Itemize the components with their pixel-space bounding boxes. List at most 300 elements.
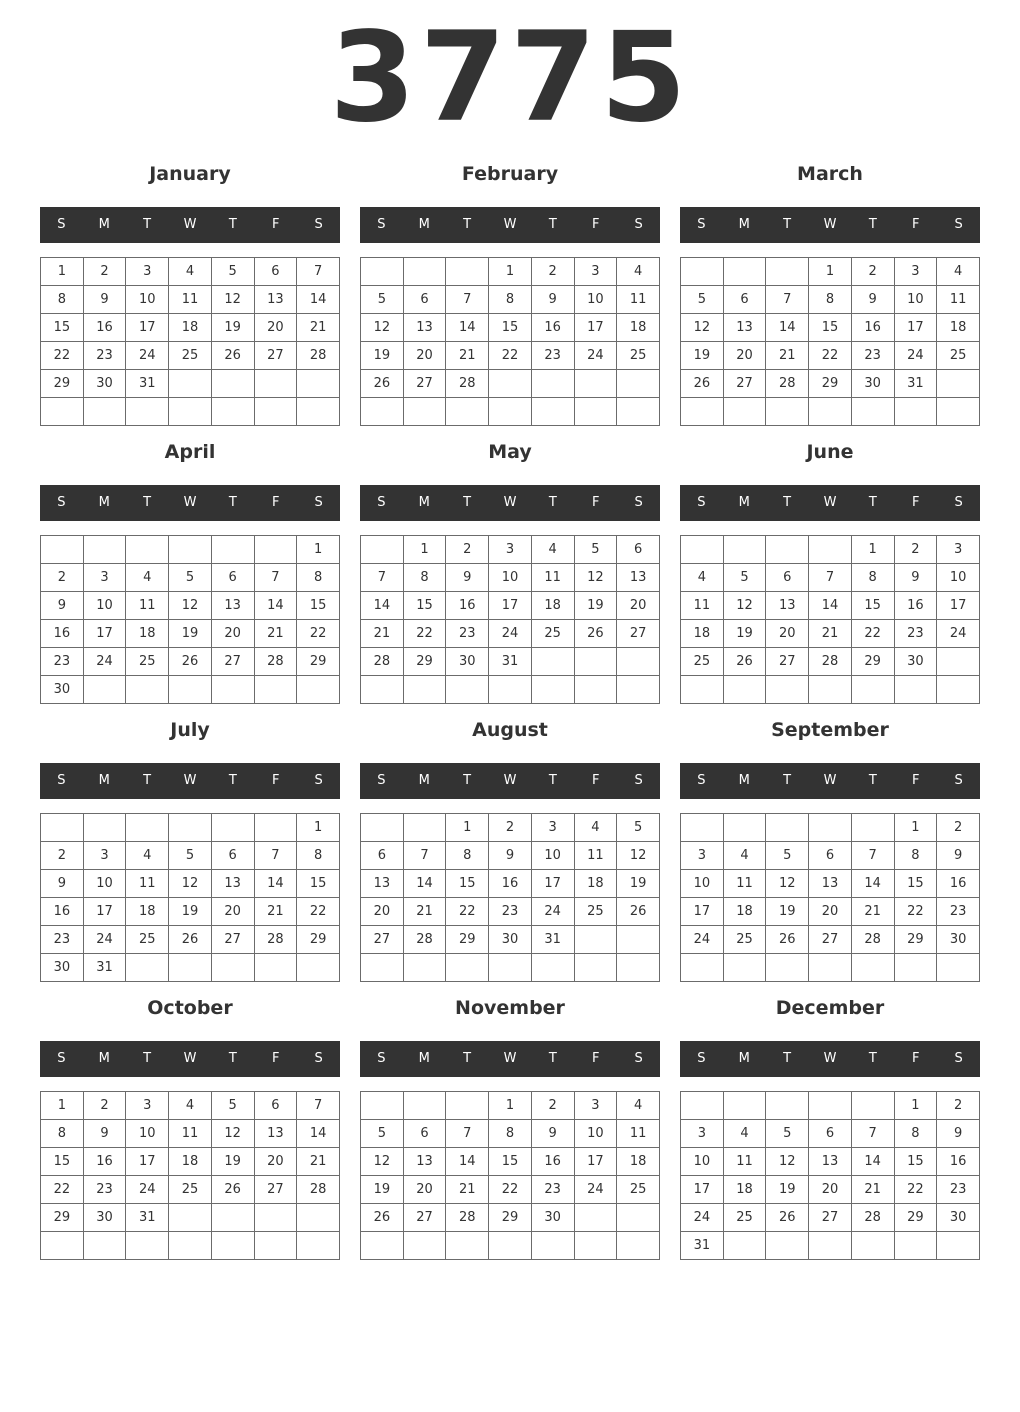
day-cell: 26 <box>574 620 617 648</box>
day-cell: 23 <box>851 342 894 370</box>
month-name: December <box>775 997 885 1019</box>
day-cell: 13 <box>254 286 297 314</box>
day-cell: 9 <box>531 1120 574 1148</box>
day-cell: 23 <box>937 1176 980 1204</box>
day-cell: 4 <box>681 564 724 592</box>
day-cell: 17 <box>681 898 724 926</box>
day-cell <box>851 676 894 704</box>
day-cell: 20 <box>766 620 809 648</box>
week-row <box>681 648 980 676</box>
day-cell <box>937 954 980 982</box>
day-cell: 20 <box>361 898 404 926</box>
day-cell: 11 <box>681 592 724 620</box>
day-cell: 6 <box>254 258 297 286</box>
day-cell <box>723 398 766 426</box>
day-cell <box>254 1204 297 1232</box>
day-cell <box>446 954 489 982</box>
day-cell <box>297 1232 340 1260</box>
day-cell <box>766 1092 809 1120</box>
day-cell: 26 <box>617 898 660 926</box>
day-cell: 18 <box>681 620 724 648</box>
day-cell: 17 <box>894 314 937 342</box>
day-cell: 10 <box>126 1120 169 1148</box>
week-row <box>681 676 980 704</box>
day-cell <box>617 926 660 954</box>
weekday-header <box>360 485 660 521</box>
day-cell <box>723 258 766 286</box>
day-cell: 8 <box>403 564 446 592</box>
day-cell: 28 <box>254 648 297 676</box>
weekday-label: S <box>634 1051 643 1066</box>
weekday-label: F <box>271 495 280 510</box>
day-cell: 4 <box>723 1120 766 1148</box>
weekday-label: T <box>868 217 877 232</box>
week-row <box>41 258 340 286</box>
day-cell: 13 <box>361 870 404 898</box>
day-cell: 2 <box>937 1092 980 1120</box>
month-name: November <box>455 997 565 1019</box>
day-cell: 27 <box>211 648 254 676</box>
day-cell: 17 <box>531 870 574 898</box>
weekday-label: S <box>954 1051 963 1066</box>
weekday-label: M <box>98 773 110 788</box>
day-cell <box>574 1204 617 1232</box>
day-cell: 29 <box>297 648 340 676</box>
day-cell: 30 <box>83 1204 126 1232</box>
week-row <box>681 1148 980 1176</box>
day-cell: 12 <box>766 1148 809 1176</box>
day-cell: 23 <box>83 1176 126 1204</box>
day-cell: 25 <box>617 1176 660 1204</box>
month-name: August <box>472 719 548 741</box>
day-cell <box>446 1092 489 1120</box>
day-cell: 1 <box>41 1092 84 1120</box>
day-grid <box>680 1091 980 1260</box>
week-row <box>681 1176 980 1204</box>
day-cell: 10 <box>681 870 724 898</box>
day-cell <box>41 1232 84 1260</box>
day-cell <box>681 1092 724 1120</box>
day-cell: 20 <box>403 342 446 370</box>
day-cell: 22 <box>41 342 84 370</box>
day-cell: 28 <box>361 648 404 676</box>
day-cell: 30 <box>937 1204 980 1232</box>
week-row <box>41 648 340 676</box>
week-row <box>681 1232 980 1260</box>
day-cell: 19 <box>723 620 766 648</box>
weekday-header <box>40 485 340 521</box>
day-cell <box>531 398 574 426</box>
day-cell: 2 <box>446 536 489 564</box>
day-cell <box>809 1092 852 1120</box>
day-cell <box>937 370 980 398</box>
weekday-label: S <box>634 495 643 510</box>
day-cell <box>403 258 446 286</box>
day-cell: 8 <box>894 1120 937 1148</box>
weekday-label: W <box>503 773 517 788</box>
weekday-label: S <box>697 773 706 788</box>
day-cell: 20 <box>723 342 766 370</box>
day-cell: 13 <box>766 592 809 620</box>
day-cell: 7 <box>446 1120 489 1148</box>
week-row <box>361 954 660 982</box>
day-cell <box>531 370 574 398</box>
day-cell <box>446 398 489 426</box>
day-cell: 19 <box>169 898 212 926</box>
day-cell: 17 <box>126 1148 169 1176</box>
weekday-label: S <box>954 773 963 788</box>
day-cell: 12 <box>169 870 212 898</box>
day-cell: 6 <box>361 842 404 870</box>
day-cell: 3 <box>83 564 126 592</box>
day-cell: 3 <box>894 258 937 286</box>
day-cell: 10 <box>937 564 980 592</box>
day-cell: 21 <box>297 1148 340 1176</box>
day-cell: 22 <box>489 1176 532 1204</box>
weekday-label: W <box>503 217 517 232</box>
day-cell: 23 <box>41 648 84 676</box>
day-cell: 27 <box>254 342 297 370</box>
day-cell: 24 <box>681 926 724 954</box>
day-cell: 27 <box>361 926 404 954</box>
day-cell: 10 <box>489 564 532 592</box>
week-row <box>41 814 340 842</box>
weekday-label: S <box>314 217 323 232</box>
day-cell: 27 <box>809 926 852 954</box>
day-cell <box>531 648 574 676</box>
day-cell: 5 <box>211 1092 254 1120</box>
day-cell: 16 <box>41 898 84 926</box>
day-grid <box>680 813 980 982</box>
day-cell <box>489 370 532 398</box>
day-cell: 15 <box>809 314 852 342</box>
week-row <box>41 926 340 954</box>
weekday-label: T <box>783 1051 792 1066</box>
day-cell <box>211 676 254 704</box>
week-row <box>361 648 660 676</box>
day-cell: 9 <box>894 564 937 592</box>
day-cell: 17 <box>489 592 532 620</box>
day-cell <box>126 676 169 704</box>
weekday-header <box>680 485 980 521</box>
week-row <box>41 342 340 370</box>
day-cell: 8 <box>297 564 340 592</box>
day-cell: 12 <box>211 1120 254 1148</box>
day-cell: 13 <box>254 1120 297 1148</box>
day-cell: 22 <box>489 342 532 370</box>
day-cell: 25 <box>937 342 980 370</box>
day-cell: 4 <box>617 258 660 286</box>
day-cell: 29 <box>446 926 489 954</box>
day-cell <box>937 676 980 704</box>
weekday-label: S <box>314 773 323 788</box>
day-cell: 16 <box>937 870 980 898</box>
weekday-label: T <box>463 1051 472 1066</box>
day-cell: 13 <box>809 1148 852 1176</box>
day-cell: 27 <box>723 370 766 398</box>
day-cell <box>766 954 809 982</box>
day-cell: 30 <box>851 370 894 398</box>
day-cell: 11 <box>617 1120 660 1148</box>
month-name: February <box>461 163 559 185</box>
day-cell: 16 <box>531 314 574 342</box>
day-cell: 24 <box>574 1176 617 1204</box>
day-cell: 9 <box>489 842 532 870</box>
weekday-label: M <box>738 217 750 232</box>
week-row <box>41 676 340 704</box>
day-cell: 17 <box>681 1176 724 1204</box>
weekday-header <box>680 763 980 799</box>
day-cell <box>617 370 660 398</box>
day-cell: 15 <box>489 1148 532 1176</box>
week-row <box>681 870 980 898</box>
day-cell: 23 <box>937 898 980 926</box>
day-cell: 26 <box>169 926 212 954</box>
weekday-label: F <box>911 217 920 232</box>
week-row <box>361 370 660 398</box>
week-row <box>41 1092 340 1120</box>
day-cell: 15 <box>446 870 489 898</box>
day-cell <box>297 398 340 426</box>
day-cell: 7 <box>297 1092 340 1120</box>
day-cell: 6 <box>723 286 766 314</box>
day-cell <box>809 814 852 842</box>
weekday-label: T <box>228 1051 237 1066</box>
day-cell: 26 <box>211 1176 254 1204</box>
day-cell <box>809 398 852 426</box>
day-cell <box>403 1232 446 1260</box>
weekday-label: S <box>634 773 643 788</box>
week-row <box>361 870 660 898</box>
day-cell: 14 <box>446 1148 489 1176</box>
day-cell: 27 <box>403 370 446 398</box>
day-cell: 19 <box>211 1148 254 1176</box>
day-cell <box>126 814 169 842</box>
weekday-label: W <box>183 773 197 788</box>
weekday-label: S <box>697 217 706 232</box>
day-cell: 3 <box>574 258 617 286</box>
day-cell <box>617 954 660 982</box>
week-row <box>361 1204 660 1232</box>
day-cell: 3 <box>489 536 532 564</box>
day-cell: 20 <box>809 898 852 926</box>
day-cell: 2 <box>41 842 84 870</box>
day-cell <box>403 676 446 704</box>
day-cell <box>446 258 489 286</box>
week-row <box>41 954 340 982</box>
day-cell: 1 <box>403 536 446 564</box>
day-cell <box>723 676 766 704</box>
day-cell: 5 <box>617 814 660 842</box>
day-cell: 6 <box>211 842 254 870</box>
day-cell: 9 <box>446 564 489 592</box>
day-cell: 8 <box>446 842 489 870</box>
day-cell: 18 <box>169 314 212 342</box>
day-cell: 16 <box>894 592 937 620</box>
day-cell: 12 <box>574 564 617 592</box>
day-cell <box>169 536 212 564</box>
day-cell: 6 <box>403 1120 446 1148</box>
weekday-label: T <box>463 773 472 788</box>
day-cell: 25 <box>574 898 617 926</box>
day-cell <box>766 1232 809 1260</box>
weekday-label: M <box>98 495 110 510</box>
day-cell: 4 <box>126 842 169 870</box>
day-cell: 10 <box>574 286 617 314</box>
day-cell: 28 <box>851 926 894 954</box>
day-cell: 26 <box>766 1204 809 1232</box>
weekday-label: T <box>228 495 237 510</box>
weekday-label: W <box>183 1051 197 1066</box>
day-cell <box>766 536 809 564</box>
day-cell <box>531 1232 574 1260</box>
day-grid <box>360 1091 660 1260</box>
day-cell: 22 <box>446 898 489 926</box>
day-cell: 15 <box>894 1148 937 1176</box>
day-cell: 6 <box>809 1120 852 1148</box>
day-cell: 6 <box>211 564 254 592</box>
week-row <box>41 1204 340 1232</box>
day-cell: 9 <box>41 870 84 898</box>
week-row <box>41 592 340 620</box>
weekday-header <box>360 763 660 799</box>
day-cell <box>766 676 809 704</box>
day-cell <box>489 1232 532 1260</box>
day-cell <box>254 814 297 842</box>
day-cell: 5 <box>681 286 724 314</box>
day-cell <box>169 398 212 426</box>
day-cell: 11 <box>126 592 169 620</box>
day-cell: 3 <box>126 258 169 286</box>
day-cell: 26 <box>169 648 212 676</box>
day-cell <box>681 954 724 982</box>
day-cell: 20 <box>254 314 297 342</box>
day-cell: 16 <box>41 620 84 648</box>
day-cell: 1 <box>894 814 937 842</box>
weekday-label: M <box>98 1051 110 1066</box>
day-cell <box>169 1204 212 1232</box>
day-cell: 5 <box>169 564 212 592</box>
day-cell: 25 <box>681 648 724 676</box>
month-name: March <box>797 163 863 185</box>
day-cell: 22 <box>894 1176 937 1204</box>
day-cell <box>169 1232 212 1260</box>
day-cell: 31 <box>83 954 126 982</box>
day-cell: 24 <box>574 342 617 370</box>
weekday-label: S <box>954 495 963 510</box>
week-row <box>41 398 340 426</box>
day-cell: 11 <box>723 870 766 898</box>
day-cell <box>403 814 446 842</box>
weekday-label: T <box>783 217 792 232</box>
day-cell <box>126 536 169 564</box>
day-cell <box>489 954 532 982</box>
day-cell: 5 <box>723 564 766 592</box>
day-cell: 10 <box>894 286 937 314</box>
weekday-label: M <box>418 217 430 232</box>
day-cell: 16 <box>83 314 126 342</box>
week-row <box>41 620 340 648</box>
day-cell: 21 <box>403 898 446 926</box>
day-cell <box>766 258 809 286</box>
day-cell <box>617 1232 660 1260</box>
week-row <box>361 676 660 704</box>
day-cell <box>361 258 404 286</box>
day-cell <box>83 1232 126 1260</box>
day-cell: 18 <box>574 870 617 898</box>
day-cell <box>254 954 297 982</box>
day-cell: 2 <box>851 258 894 286</box>
day-grid <box>40 813 340 982</box>
day-cell: 19 <box>681 342 724 370</box>
weekday-label: S <box>57 1051 66 1066</box>
weekday-label: W <box>823 1051 837 1066</box>
week-row <box>361 620 660 648</box>
day-cell <box>254 536 297 564</box>
day-cell: 14 <box>851 870 894 898</box>
day-cell <box>574 398 617 426</box>
weekday-label: M <box>418 1051 430 1066</box>
week-row <box>41 1176 340 1204</box>
day-cell: 14 <box>446 314 489 342</box>
day-cell: 4 <box>169 258 212 286</box>
day-cell <box>894 676 937 704</box>
day-cell <box>851 954 894 982</box>
day-cell: 21 <box>254 620 297 648</box>
weekday-label: W <box>503 1051 517 1066</box>
weekday-label: T <box>548 773 557 788</box>
day-cell: 30 <box>937 926 980 954</box>
day-cell: 8 <box>41 286 84 314</box>
weekday-label: W <box>183 495 197 510</box>
day-cell: 19 <box>361 1176 404 1204</box>
day-cell <box>297 954 340 982</box>
weekday-label: F <box>591 217 600 232</box>
day-cell <box>403 954 446 982</box>
day-cell: 11 <box>617 286 660 314</box>
day-cell: 12 <box>723 592 766 620</box>
day-cell: 16 <box>531 1148 574 1176</box>
day-cell <box>574 954 617 982</box>
day-cell: 10 <box>83 870 126 898</box>
day-cell: 6 <box>809 842 852 870</box>
day-cell: 28 <box>403 926 446 954</box>
day-cell: 22 <box>297 620 340 648</box>
day-cell: 14 <box>851 1148 894 1176</box>
day-cell: 11 <box>169 286 212 314</box>
day-cell: 12 <box>169 592 212 620</box>
day-cell <box>126 954 169 982</box>
day-cell: 24 <box>937 620 980 648</box>
day-cell: 29 <box>809 370 852 398</box>
week-row <box>361 314 660 342</box>
day-cell: 16 <box>83 1148 126 1176</box>
day-cell <box>681 814 724 842</box>
day-cell <box>254 398 297 426</box>
week-row <box>681 536 980 564</box>
day-cell: 11 <box>574 842 617 870</box>
day-cell: 4 <box>169 1092 212 1120</box>
day-cell <box>766 814 809 842</box>
week-row <box>681 1120 980 1148</box>
day-cell: 22 <box>297 898 340 926</box>
day-cell: 16 <box>489 870 532 898</box>
day-cell: 7 <box>403 842 446 870</box>
day-cell: 30 <box>894 648 937 676</box>
day-grid <box>680 257 980 426</box>
day-cell: 12 <box>361 1148 404 1176</box>
day-cell: 21 <box>446 342 489 370</box>
